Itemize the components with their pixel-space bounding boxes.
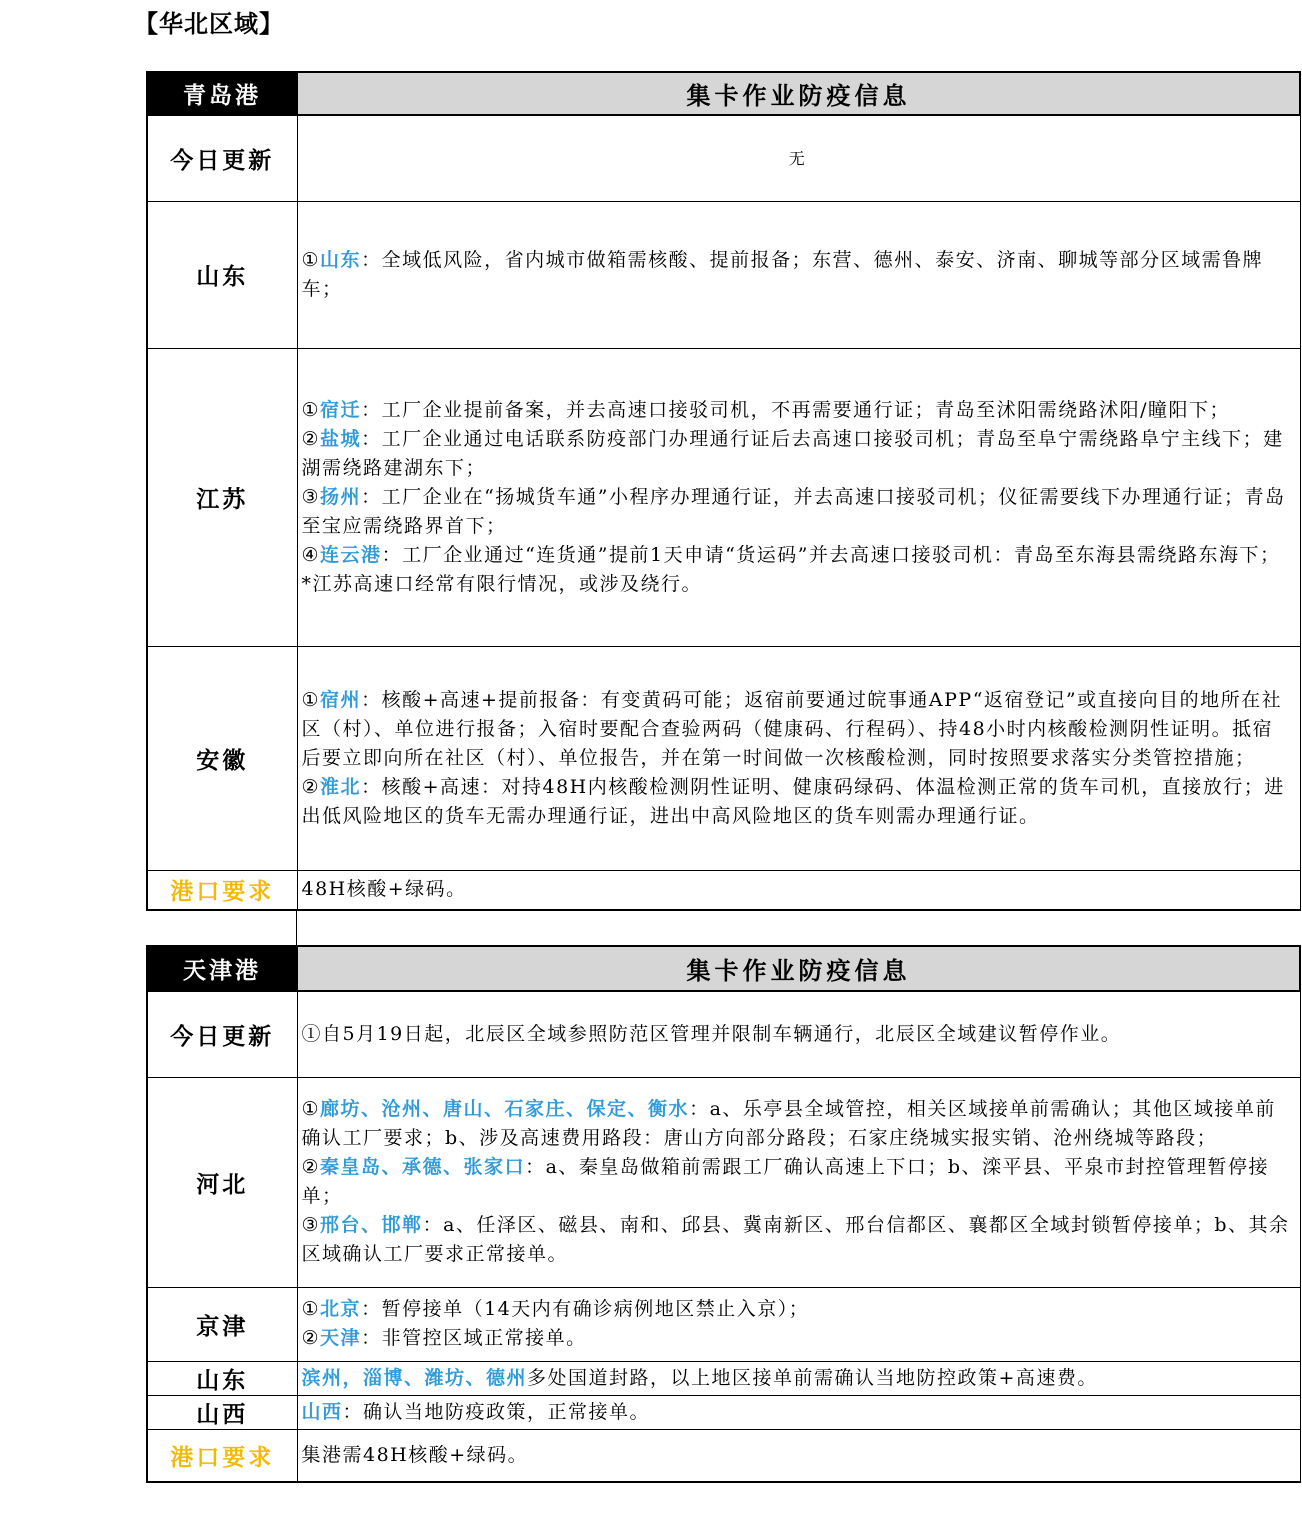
list-item: ①北京：暂停接单（14天内有确诊病例地区禁止入京）；: [301, 1298, 810, 1320]
place-name: 滨州，淄博、潍坊、德州: [301, 1366, 528, 1389]
list-item: ①宿州：核酸+高速+提前报备：有变黄码可能；返宿前要通过皖事通APP“返宿登记”或直接向目的地所在社区（村）、单位进行报备；入宿时要配合查验两码（健康码、行程码）、持48小时内核酸检测阴性证明。抵宿后要立即向所在社区（村）、单位报告，并在第一时间做一次核酸检测，同时按照要求落实分类管控措施；: [301, 688, 1283, 769]
today-update-label: 今日更新: [147, 991, 297, 1077]
province-info-shanxi: 山西：确认当地防疫政策，正常接单。: [297, 1395, 1300, 1429]
today-update-value: ①自5月19日起，北辰区全域参照防范区管理并限制车辆通行，北辰区全域建议暂停作业。: [297, 991, 1300, 1077]
list-item: ②天津：非管控区域正常接单。: [301, 1327, 587, 1349]
place-name: 盐城: [320, 427, 362, 450]
list-item: ②淮北：核酸+高速：对持48H内核酸检测阴性证明、健康码绿码、体温检测正常的货车司机，直接放行；进出低风险地区的货车无需办理通行证，进出中高风险地区的货车则需办理通行证。: [301, 775, 1285, 827]
today-update-value: 无: [297, 115, 1300, 201]
list-item: ①宿迁：工厂企业提前备案，并去高速口接驳司机，不再需要通行证；青岛至沭阳需绕路沭阳/瞳阳下；: [301, 398, 1230, 421]
place-name: 扬州: [320, 485, 362, 508]
table-header-tianjin: 集卡作业防疫信息: [297, 946, 1300, 991]
table-header-qingdao: 集卡作业防疫信息: [297, 72, 1300, 115]
port-requirement-value: 集港需48H核酸+绿码。: [297, 1429, 1300, 1482]
divider: [296, 910, 297, 945]
province-info-jiangsu: [297, 348, 1300, 646]
place-name: 淮北: [320, 775, 362, 798]
place-name: 宿迁: [320, 398, 362, 421]
port-name-tianjin: 天津港: [147, 946, 297, 991]
province-label-shandong: 山东: [147, 201, 297, 348]
province-label-shanxi: 山西: [147, 1395, 297, 1429]
province-info-shandong: 滨州，淄博、潍坊、德州多处国道封路，以上地区接单前需确认当地防控政策+高速费。: [297, 1361, 1300, 1395]
province-label-hebei: 河北: [147, 1077, 297, 1287]
port-requirement-label: 港口要求: [147, 870, 297, 910]
port-requirement-value: 48H核酸+绿码。: [297, 870, 1300, 910]
province-info-hebei: [297, 1077, 1300, 1287]
place-name: 山西: [301, 1400, 343, 1423]
list-item: ②秦皇岛、承德、张家口：a、秦皇岛做箱前需跟工厂确认高速上下口；b、滦平县、平泉市封控管理暂停接单；: [301, 1156, 1270, 1207]
list-item: ②盐城：工厂企业通过电话联系防疫部门办理通行证后去高速口接驳司机；青岛至阜宁需绕路阜宁主线下；建湖需绕路建湖东下；: [301, 427, 1284, 479]
place-name: 秦皇岛、承德、张家口: [320, 1156, 526, 1178]
province-label-shandong: 山东: [147, 1361, 297, 1395]
region-title: 【华北区域】: [134, 9, 284, 38]
qingdao-port-table: [146, 71, 1301, 911]
province-label-jingjin: 京津: [147, 1287, 297, 1361]
port-requirement-label: 港口要求: [147, 1429, 297, 1482]
place-name: 天津: [320, 1327, 362, 1349]
list-item: *江苏高速口经常有限行情况，或涉及绕行。: [301, 572, 703, 595]
province-info-jingjin: [297, 1287, 1300, 1361]
place-name: 邢台、邯郸: [320, 1214, 423, 1236]
province-info-anhui: [297, 646, 1300, 870]
port-name-qingdao: 青岛港: [147, 72, 297, 115]
province-label-anhui: 安徽: [147, 646, 297, 870]
list-item: ①廊坊、沧州、唐山、石家庄、保定、衡水：a、乐亭县全域管控，相关区域接单前需确认；其他区域接单前确认工厂要求；b、涉及高速费用路段：唐山方向部分路段；石家庄绕城实报实销、沧州绕城等路段；: [301, 1098, 1276, 1149]
place-name: 宿州: [320, 688, 362, 711]
place-name: 山东: [320, 248, 362, 271]
tianjin-port-table: [146, 945, 1301, 1483]
list-item: ④连云港：工厂企业通过“连货通”提前1天申请“货运码”并去高速口接驳司机：青岛至东海县需绕路东海下；: [301, 543, 1281, 566]
province-label-jiangsu: 江苏: [147, 348, 297, 646]
place-name: 北京: [320, 1298, 362, 1320]
province-info-shandong: ①山东：全域低风险，省内城市做箱需核酸、提前报备；东营、德州、泰安、济南、聊城等部分区域需鲁牌车；: [297, 201, 1300, 348]
place-name: 连云港: [320, 543, 382, 566]
list-item: ③邢台、邯郸：a、任泽区、磁县、南和、邱县、冀南新区、邢台信都区、襄都区全域封锁暂停接单；b、其余区域确认工厂要求正常接单。: [301, 1214, 1290, 1265]
place-name: 廊坊、沧州、唐山、石家庄、保定、衡水: [320, 1098, 690, 1120]
today-update-label: 今日更新: [147, 115, 297, 201]
list-item: ③扬州：工厂企业在“扬城货车通”小程序办理通行证，并去高速口接驳司机；仪征需要线下办理通行证；青岛至宝应需绕路界首下；: [301, 485, 1286, 537]
